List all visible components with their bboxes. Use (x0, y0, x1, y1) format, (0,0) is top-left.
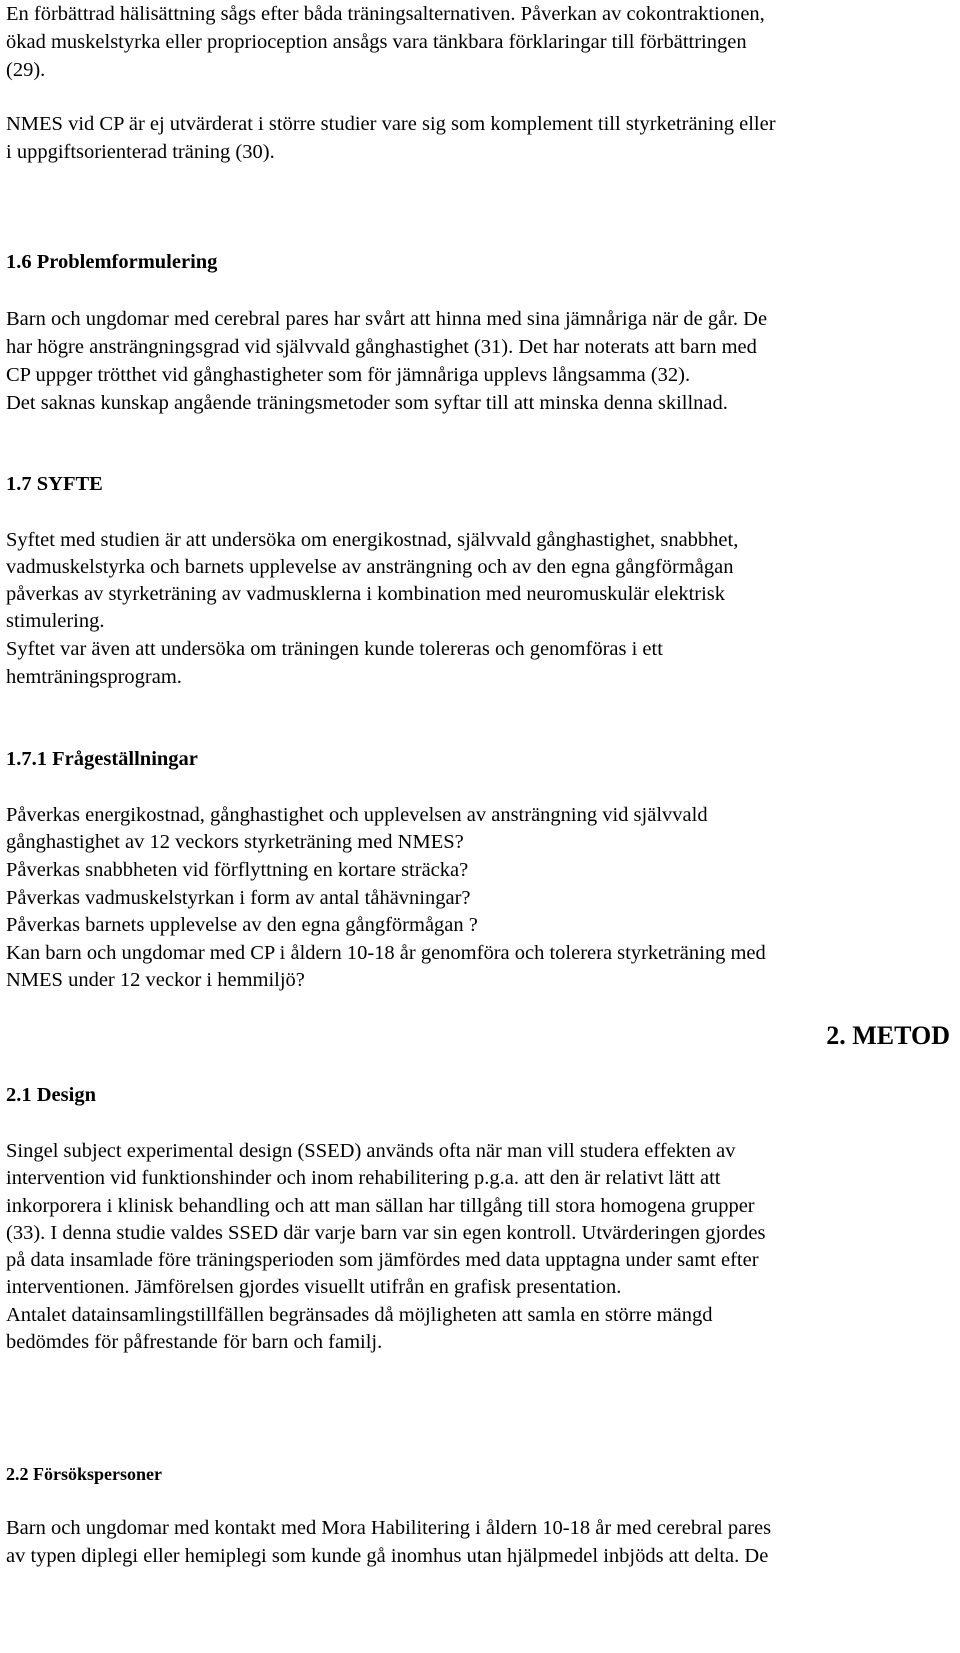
design-line-1: Singel subject experimental design (SSED) används ofta när man vill studera effekten av (6, 1140, 736, 1162)
intro-paragraph-1-line-3: (29). (6, 59, 46, 81)
section-heading-forsokspersoner: 2.2 Försökspersoner (6, 1464, 162, 1484)
design-line-3: inkorporera i klinisk behandling och att man sällan har tillgång till stora homogena grupper (6, 1195, 755, 1217)
fragestallningar-line-5: Påverkas barnets upplevelse av den egna gångförmågan ? (6, 914, 478, 936)
forsokspersoner-line-2: av typen diplegi eller hemiplegi som kunde gå inomhus utan hjälpmedel inbjöds att delta. De (6, 1545, 769, 1567)
design-line-7: Antalet datainsamlingstillfällen begränsades då möjligheten att samla en större mängd (6, 1304, 713, 1326)
design-line-8: bedömdes för påfrestande för barn och familj. (6, 1331, 383, 1353)
syfte-line-6: hemträningsprogram. (6, 666, 182, 688)
intro-paragraph-1-line-2: ökad muskelstyrka eller proprioception ansågs vara tänkbara förklaringar till förbättringen (6, 31, 747, 53)
problemformulering-line-2: har högre ansträngningsgrad vid självvald gånghastighet (31). Det har noterats att barn med (6, 336, 757, 358)
intro-paragraph-2-line-1: NMES vid CP är ej utvärderat i större studier vare sig som komplement till styrketräning eller (6, 113, 776, 135)
forsokspersoner-line-1: Barn och ungdomar med kontakt med Mora Habilitering i åldern 10-18 år med cerebral pares (6, 1517, 772, 1539)
chapter-heading-metod: 2. METOD (826, 1021, 950, 1050)
syfte-line-1: Syftet med studien är att undersöka om energikostnad, självvald gånghastighet, snabbhet, (6, 529, 739, 551)
section-heading-fragestallningar: 1.7.1 Frågeställningar (6, 748, 198, 770)
syfte-line-4: stimulering. (6, 610, 105, 632)
section-heading-design: 2.1 Design (6, 1084, 96, 1106)
fragestallningar-line-7: NMES under 12 veckor i hemmiljö? (6, 969, 305, 991)
fragestallningar-line-1: Påverkas energikostnad, gånghastighet och upplevelsen av ansträngning vid självvald (6, 804, 708, 826)
design-line-2: intervention vid funktionshinder och inom rehabilitering p.g.a. att den är relativt lätt att (6, 1167, 721, 1189)
fragestallningar-line-2: gånghastighet av 12 veckors styrketräning med NMES? (6, 831, 464, 853)
problemformulering-line-1: Barn och ungdomar med cerebral pares har svårt att hinna med sina jämnåriga när de går. De (6, 308, 768, 330)
intro-paragraph-2-line-2: i uppgiftsorienterad träning (30). (6, 141, 275, 163)
design-line-6: interventionen. Jämförelsen gjordes visuellt utifrån en grafisk presentation. (6, 1276, 622, 1298)
problemformulering-line-4: Det saknas kunskap angående träningsmetoder som syftar till att minska denna skillnad. (6, 392, 728, 414)
intro-paragraph-1-line-1: En förbättrad hälisättning sågs efter båda träningsalternativen. Påverkan av cokontraktionen, (6, 3, 765, 25)
fragestallningar-line-6: Kan barn och ungdomar med CP i åldern 10-18 år genomföra och tolerera styrketräning med (6, 942, 766, 964)
design-line-4: (33). I denna studie valdes SSED där varje barn var sin egen kontroll. Utvärderingen gjordes (6, 1222, 766, 1244)
syfte-line-2: vadmuskelstyrka och barnets upplevelse av ansträngning och av den egna gångförmågan (6, 556, 734, 578)
section-heading-problemformulering: 1.6 Problemformulering (6, 251, 218, 273)
problemformulering-line-3: CP uppger trötthet vid gånghastigheter som för jämnåriga upplevs långsamma (32). (6, 364, 691, 386)
design-line-5: på data insamlade före träningsperioden som jämfördes med data upptagna under samt efter (6, 1249, 759, 1271)
syfte-line-3: påverkas av styrketräning av vadmusklerna i kombination med neuromuskulär elektrisk (6, 583, 726, 605)
fragestallningar-line-4: Påverkas vadmuskelstyrkan i form av antal tåhävningar? (6, 887, 471, 909)
section-heading-syfte: 1.7 SYFTE (6, 473, 103, 495)
syfte-line-5: Syftet var även att undersöka om träningen kunde tolereras och genomföras i ett (6, 638, 663, 660)
fragestallningar-line-3: Påverkas snabbheten vid förflyttning en kortare sträcka? (6, 859, 469, 881)
